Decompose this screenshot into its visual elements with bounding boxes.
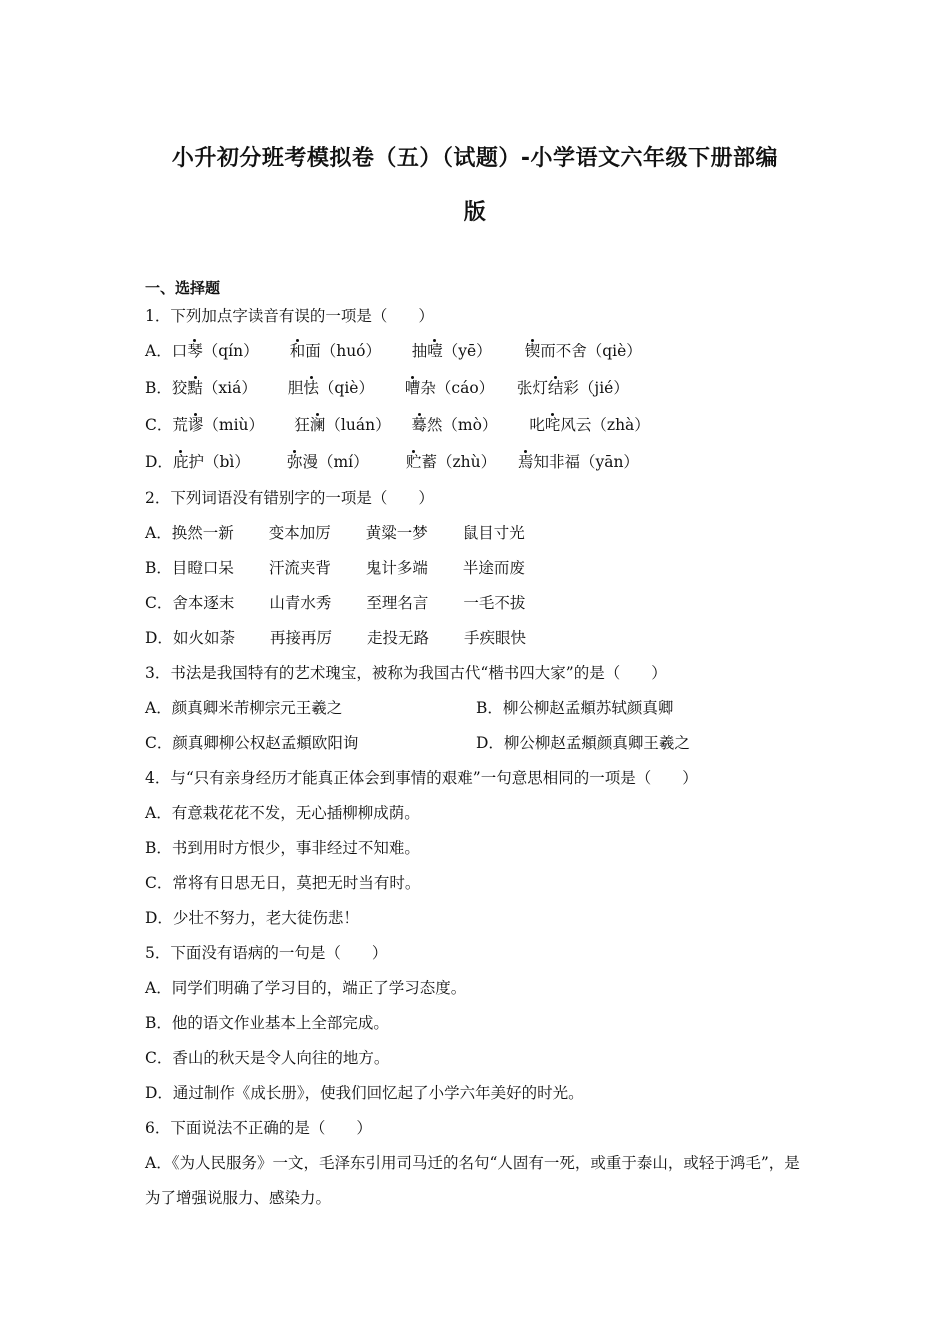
word: 汗流夹背 [268, 559, 331, 577]
question-2-stem: 2．下列词语没有错别字的一项是（ ） [145, 489, 434, 507]
q1-option-b[interactable] [145, 370, 815, 407]
pinyin-item: 荒谬（miù） [172, 416, 265, 434]
q2-option-d[interactable] [145, 621, 815, 656]
pinyin-item: 狡黠（xiá） [171, 379, 257, 397]
dotted-char: 锲 [524, 342, 541, 360]
option-label: C． [145, 416, 173, 434]
word: 目瞪口呆 [171, 559, 234, 577]
dotted-char: 和 [289, 342, 306, 360]
q3-option-a[interactable]: A．颜真卿米芾柳宗元王羲之 [145, 699, 343, 717]
word: 一毛不拔 [463, 594, 526, 612]
q2-option-b[interactable] [145, 551, 815, 586]
word: 舍本逐末 [172, 594, 235, 612]
question-6-stem: 6．下面说法不正确的是（ ） [145, 1119, 372, 1137]
word: 鼠目寸光 [462, 524, 525, 542]
dotted-char: 贮 [405, 453, 422, 471]
word: 走投无路 [366, 629, 429, 647]
title-line-2: 版 [463, 200, 487, 225]
word: 黄粱一梦 [365, 524, 428, 542]
section-heading: 一、选择题 [145, 279, 221, 297]
dotted-char: 谬 [187, 416, 204, 434]
q3-options-row-1 [145, 691, 815, 726]
q5-option-c[interactable]: C．香山的秋天是令人向往的地方。 [145, 1049, 390, 1067]
word: 换然一新 [171, 524, 234, 542]
q3-option-c[interactable]: C．颜真卿柳公权赵孟頫欧阳询 [145, 734, 359, 752]
word: 鬼计多端 [365, 559, 428, 577]
q5-option-d[interactable]: D．通过制作《成长册》，使我们回忆起了小学六年美好的时光。 [145, 1084, 584, 1102]
question-5-stem: 5．下面没有语病的一句是（ ） [145, 944, 388, 962]
page-title [130, 132, 820, 240]
q5-option-a[interactable]: A．同学们明确了学习目的，端正了学习态度。 [145, 979, 467, 997]
pinyin-item: 弥漫（mí） [286, 453, 369, 471]
pinyin-item: 锲而不舍（qiè） [524, 342, 642, 360]
dotted-char: 焉 [517, 453, 534, 471]
question-list [145, 276, 815, 1216]
q3-option-d[interactable]: D．柳公柳赵孟頫颜真卿王羲之 [476, 734, 690, 752]
question-1-stem: 1．下列加点字读音有误的一项是（ ） [145, 307, 434, 325]
dotted-char: 蓦 [411, 416, 427, 434]
q2-option-a[interactable] [145, 516, 815, 551]
dotted-char: 琴 [187, 342, 203, 360]
dotted-char: 澜 [309, 416, 326, 434]
dotted-char: 嘈 [404, 379, 421, 397]
q4-option-c[interactable]: C．常将有日思无日，莫把无时当有时。 [145, 874, 421, 892]
dotted-char: 怯 [303, 379, 319, 397]
dotted-char: 弥 [286, 453, 303, 471]
option-label: B． [145, 559, 172, 577]
pinyin-item: 焉知非福（yān） [517, 453, 639, 471]
pinyin-item: 庇护（bì） [172, 453, 250, 471]
word: 山青水秀 [269, 594, 332, 612]
pinyin-item: 嘈杂（cáo） [404, 379, 495, 397]
word: 手疾眼快 [463, 629, 526, 647]
option-label: D． [145, 629, 173, 647]
title-line-1: 小升初分班考模拟卷（五）（试题）-小学语文六年级下册部编 [171, 146, 779, 171]
pinyin-item: 狂澜（luán） [294, 416, 391, 434]
word: 变本加厉 [268, 524, 331, 542]
q3-options-row-2 [145, 726, 815, 761]
q6-option-a[interactable]: A．《为人民服务》一文，毛泽东引用司马迁的名句“人固有一死，或重于泰山，或轻于鸿毛”，是为了增强说服力、感染力。 [145, 1154, 800, 1207]
dotted-char: 庇 [172, 453, 189, 471]
pinyin-item: 抽噎（yē） [411, 342, 492, 360]
dotted-char: 咤 [544, 416, 561, 434]
dotted-char: 黠 [187, 379, 203, 397]
pinyin-item: 口琴（qín） [171, 342, 259, 360]
pinyin-item: 张灯结彩（jié） [516, 379, 629, 397]
q2-option-c[interactable] [145, 586, 815, 621]
q4-option-d[interactable]: D．少壮不努力，老大徒伤悲！ [145, 909, 359, 927]
pinyin-item: 蓦然（mò） [411, 416, 498, 434]
pinyin-item: 和面（huó） [289, 342, 382, 360]
word: 半途而废 [462, 559, 525, 577]
q1-option-c[interactable] [145, 407, 815, 444]
option-label: B． [145, 379, 172, 397]
question-3-stem: 3．书法是我国特有的艺术瑰宝，被称为我国古代“楷书四大家”的是（ ） [145, 664, 667, 682]
option-label: A． [145, 524, 172, 542]
q1-option-a[interactable] [145, 333, 815, 370]
dotted-char: 结 [547, 379, 564, 397]
word: 如火如荼 [172, 629, 235, 647]
word: 再接再厉 [269, 629, 332, 647]
question-1-options [145, 333, 815, 481]
word: 至理名言 [366, 594, 429, 612]
pinyin-item: 胆怯（qiè） [287, 379, 374, 397]
option-label: A． [145, 342, 172, 360]
q3-option-b[interactable]: B．柳公柳赵孟頫苏轼颜真卿 [476, 699, 674, 717]
pinyin-item: 贮蓄（zhù） [405, 453, 497, 471]
option-label: D． [145, 453, 173, 471]
option-label: C． [145, 594, 173, 612]
q4-option-b[interactable]: B．书到用时方恨少，事非经过不知难。 [145, 839, 420, 857]
pinyin-item: 叱咤风云（zhà） [529, 416, 650, 434]
q5-option-b[interactable]: B．他的语文作业基本上全部完成。 [145, 1014, 389, 1032]
q1-option-d[interactable] [145, 444, 815, 481]
question-4-stem: 4．与“只有亲身经历才能真正体会到事情的艰难”一句意思相同的一项是（ ） [145, 769, 698, 787]
dotted-char: 噎 [427, 342, 443, 360]
q4-option-a[interactable]: A．有意栽花花不发，无心插柳柳成荫。 [145, 804, 420, 822]
